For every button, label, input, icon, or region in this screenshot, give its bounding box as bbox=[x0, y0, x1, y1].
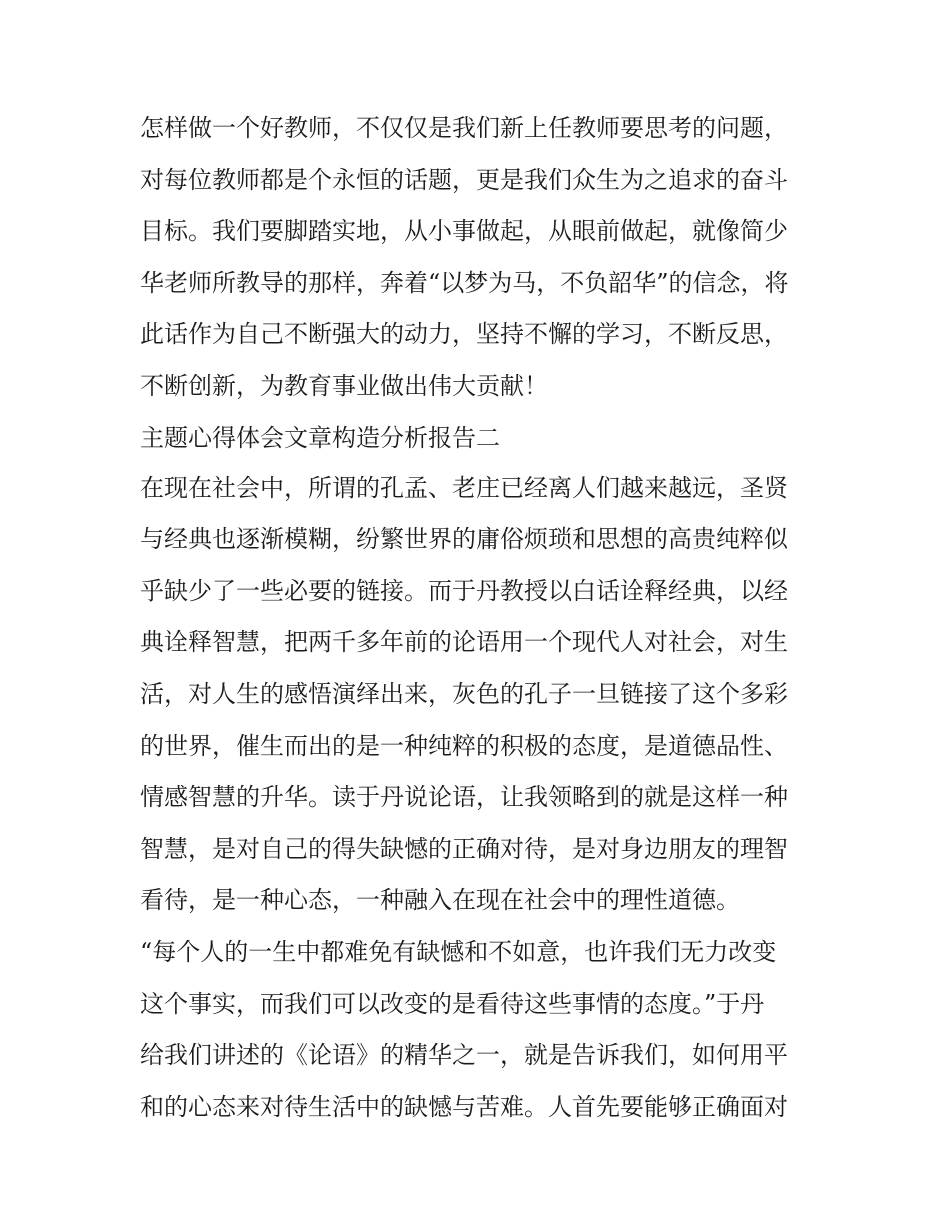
text-line: 的世界，催生而出的是一种纯粹的积极的态度，是道德品性、 bbox=[140, 731, 788, 760]
text-line: 怎样做一个好教师，不仅仅是我们新上任教师要思考的问题， bbox=[140, 114, 788, 142]
text-line: 活，对人生的感悟演绎出来，灰色的孔子一旦链接了这个多彩 bbox=[140, 679, 788, 708]
text-line: 情感智慧的升华。读于丹说论语，让我领略到的就是这样一种 bbox=[140, 783, 788, 812]
text-line: 此话作为自己不断强大的动力，坚持不懈的学习，不断反思， bbox=[140, 320, 788, 349]
text-line: 智慧，是对自己的得失缺憾的正确对待，是对身边朋友的理智 bbox=[140, 834, 788, 863]
text-line: 目标。我们要脚踏实地，从小事做起，从眼前做起，就像简少 bbox=[140, 217, 788, 246]
text-line: 和的心态来对待生活中的缺憾与苦难。人首先要能够正确面对 bbox=[140, 1092, 788, 1121]
text-line: 在现在社会中，所谓的孔孟、老庄已经离人们越来越远，圣贤 bbox=[140, 473, 788, 502]
text-line: 与经典也逐渐模糊，纷繁世界的庸俗烦琐和思想的高贵纯粹似 bbox=[140, 525, 788, 554]
text-line: 典诠释智慧，把两千多年前的论语用一个现代人对社会，对生 bbox=[140, 628, 788, 657]
section-heading: 主题心得体会文章构造分析报告二 bbox=[140, 423, 500, 452]
text-line: 看待，是一种心态，一种融入在现在社会中的理性道德。 bbox=[140, 886, 740, 915]
text-line: 华老师所教导的那样，奔着“以梦为马，不负韶华”的信念，将 bbox=[140, 268, 789, 297]
text-line: 不断创新，为教育事业做出伟大贡献！ bbox=[140, 371, 548, 400]
text-line: 乎缺少了一些必要的链接。而于丹教授以白话诠释经典，以经 bbox=[140, 576, 788, 605]
text-line: “每个人的一生中都难免有缺憾和不如意，也许我们无力改变 bbox=[140, 937, 777, 966]
text-line: 对每位教师都是个永恒的话题，更是我们众生为之追求的奋斗 bbox=[140, 165, 788, 194]
document-body bbox=[140, 103, 820, 1133]
text-line: 这个事实，而我们可以改变的是看待这些事情的态度。”于丹 bbox=[140, 989, 765, 1018]
text-line: 给我们讲述的《论语》的精华之一，就是告诉我们，如何用平 bbox=[140, 1041, 788, 1070]
